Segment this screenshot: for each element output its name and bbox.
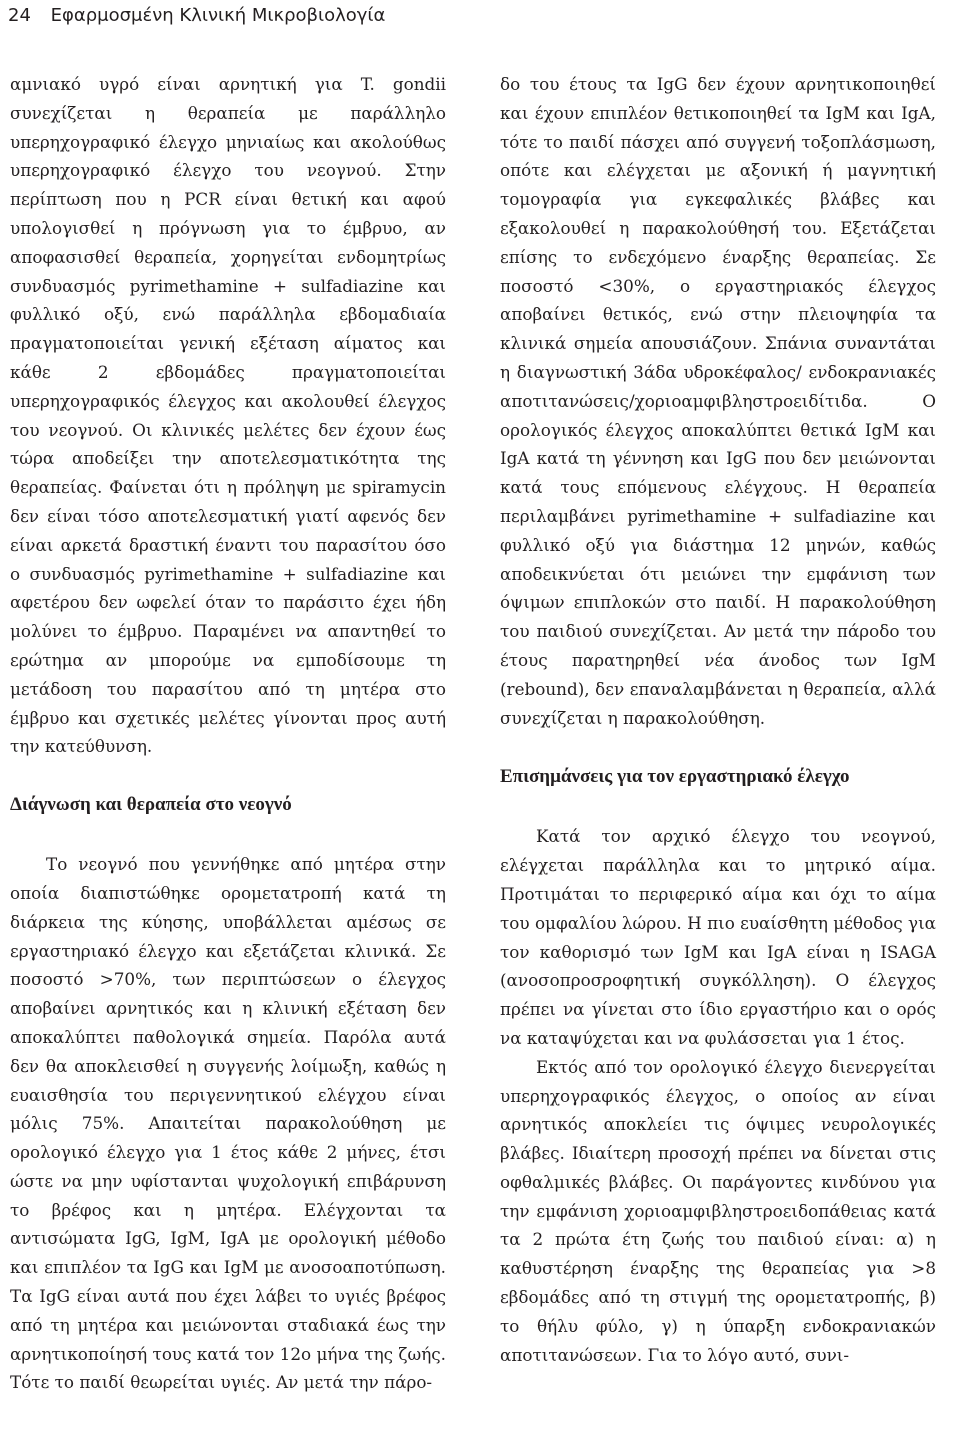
section-heading-lab-notes: Επισημάνσεις για τον εργαστηριακό έλεγχο: [500, 766, 850, 788]
page-number: 24: [8, 5, 31, 26]
section-heading-newborn: Διάγνωση και θεραπεία στο νεογνό: [10, 794, 292, 816]
left-column: [10, 70, 446, 1397]
right-paragraph-3: Εκτός από τον ορολογικό έλεγχο διενεργείται υπερηχογραφικός έλεγχος, ο οποίος αν είναι αρνητικός αποκλείει τις όψιμες νευρολογικές βλάβες. Ιδιαίτερη προσοχή πρέπει να δίνεται στις οφθαλμικές βλάβες. Οι παράγοντες κινδύνου για την εμφάνιση χοριοαμφιβληστροειδοπάθειας κατά τα 2 πρώτα έτη ζωής του παιδιού είναι: α) η καθυστέρηση έναρξης της θεραπείας για >8 εβδομάδες από τη στιγμή της ορομετατροπής, β) το θήλυ φύλο, γ) η ύπαρξη ενδοκρανιακών αποτιτανώσεων. Για το λόγο αυτό, συνι-: [500, 1056, 936, 1365]
left-paragraph-2: Το νεογνό που γεννήθηκε από μητέρα στην οποία διαπιστώθηκε ορομετατροπή κατά τη διάρκεια της κύησης, υποβάλλεται αμέσως σε εργαστηριακό έλεγχο και εξετάζεται κλινικά. Σε ποσοστό >70%, των περιπτώσεων ο έλεγχος αποβαίνει αρνητικός και η κλινική εξέταση δεν αποκαλύπτει παθολογικά σημεία. Παρόλα αυτά δεν θα αποκλεισθεί η συγγενής λοίμωξη, καθώς η ευαισθησία του περιγεννητικού ελέγχου είναι μόλις 75%. Απαιτείται παρακολούθηση με ορολογικό έλεγχο για 1 έτος κάθε 2 μήνες, έτσι ώστε να μην υφίστανται ψυχολογική επιβάρυνση το βρέφος και η μητέρα. Ελέγχονται τα αντισώματα IgG, IgM, IgA με ορολογική μέθοδο και επιπλέον τα IgG και IgM με ανοσοαποτύπωση. Τα IgG είναι αυτά που έχει λάβει το υγιές βρέφος από τη μητέρα και μειώνονται σταδιακά έως την αρνητικοποίησή τους κατά τον 12ο μήνα της ζωής. Τότε το παιδί θεωρείται υγιές. Αν μετά την πάρο-: [10, 854, 446, 1393]
right-paragraph-1: δο του έτους τα IgG δεν έχουν αρνητικοποιηθεί και έχουν επιπλέον θετικοποιηθεί τα IgM και IgA, τότε το παιδί πάσχει από συγγενή τοξοπλάσμωση, οπότε και ελέγχεται με αξονική ή μαγνητική τομογραφία για εγκεφαλικές βλάβες και εξακολουθεί η παρακολούθησή του. Εξετάζεται επίσης το ενδεχόμενο έναρξης θεραπείας. Σε ποσοστό <30%, ο εργαστηριακός έλεγχος αποβαίνει θετικός, ενώ στην πλειοψηφία τα κλινικά σημεία απουσιάζουν. Σπάνια συναντάται η διαγνωστική 3άδα υδροκέφαλος/ ενδοκρανιακές αποτιτανώσεις/χοριοαμφιβληστροειδίτιδα. Ο ορολογικός έλεγχος αποκαλύπτει θετικά IgM και IgA κατά τη γέννηση και IgG που δεν μειώνονται κατά τους επόμενους ελέγχους. Η θεραπεία περιλαμβάνει pyrimethamine + sulfadiazine και φυλλικό οξύ για διάστημα 12 μηνών, καθώς αποδεικνύεται ότι μειώνει την εμφάνιση των όψιμων επιπλοκών στο παιδί. Η παρακολούθηση του παιδιού συνεχίζεται. Αν μετά την πάροδο του έτους παρατηρηθεί νέα άνοδος των IgM (rebound), δεν επαναλαμβάνεται η θεραπεία, αλλά συνεχίζεται η παρακολούθηση.: [500, 74, 936, 728]
left-paragraph-1: αμνιακό υγρό είναι αρνητική για T. gondii συνεχίζεται η θεραπεία με παράλληλο υπερηχογραφικό έλεγχο μηνιαίως και ακολούθως υπερηχογραφικό έλεγχο του νεογνού. Στην περίπτωση που η PCR είναι θετική και αφού υπολογισθεί η πρόγνωση για το έμβρυο, αν αποφασισθεί θεραπεία, χορηγείται ενδομητρίως συνδυασμός pyrimethamine + sulfadiazine και φυλλικό οξύ, ενώ παράλληλα εβδομαδιαία πραγματοποιείται γενική εξέταση αίματος και κάθε 2 εβδομάδες πραγματοποιείται υπερηχογραφικός έλεγχος και ακολουθεί έλεγχος του νεογνού. Οι κλινικές μελέτες δεν έχουν έως τώρα αποδείξει την αποτελεσματικότητα της θεραπείας. Φαίνεται ότι η πρόληψη με spiramycin δεν είναι τόσο αποτελεσματική γιατί αφενός δεν είναι αρκετά δραστική έναντι του παρασίτου όσο ο συνδυασμός pyrimethamine + sulfadiazine και αφετέρου δεν ωφελεί όταν το παράσιτο έχει ήδη μολύνει το έμβρυο. Παραμένει να απαντηθεί το ερώτημα αν μπορούμε να εμποδίσουμε τη μετάδοση του παρασίτου από τη μητέρα στο έμβρυο και σχετικές μελέτες γίνονται προς αυτή την κατεύθυνση.: [10, 74, 446, 757]
book-title: Εφαρμοσμένη Κλινική Μικροβιολογία: [50, 5, 386, 26]
right-paragraph-2: Κατά τον αρχικό έλεγχο του νεογνού, ελέγχεται παράλληλα και το μητρικό αίμα. Προτιμάται το περιφερικό αίμα και όχι το αίμα του ομφαλίου λώρου. Η πιο ευαίσθητη μέθοδος για τον καθορισμό των IgM και IgA είναι η ISAGA (ανοσοπροσροφητική συγκόλληση). Ο έλεγχος πρέπει να γίνεται στο ίδιο εργαστήριο και ο ορός να καταψύχεται και να φυλάσσεται για 1 έτος.: [500, 826, 936, 1048]
right-column: [500, 70, 936, 1369]
running-head: [8, 4, 385, 28]
